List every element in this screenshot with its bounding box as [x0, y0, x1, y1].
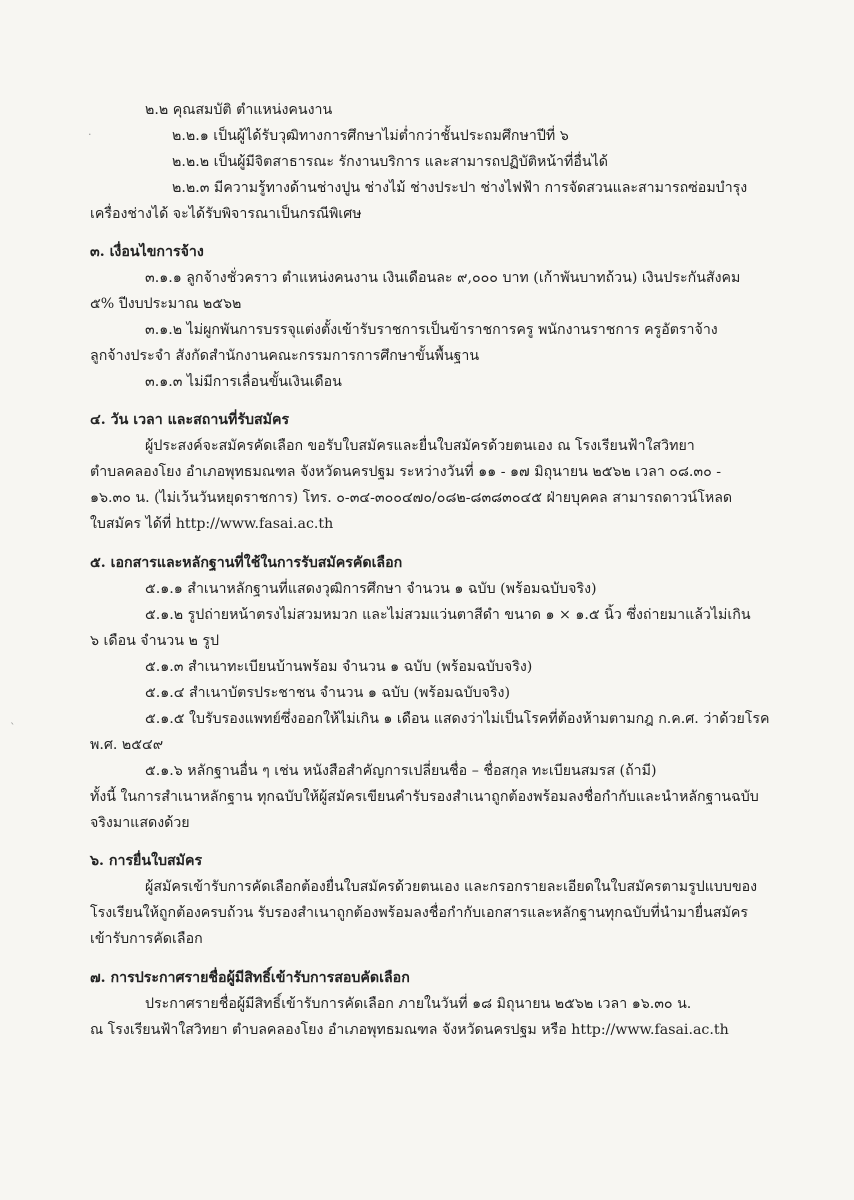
subsection-heading: ๒.๒ คุณสมบัติ ตำแหน่งคนงาน — [145, 102, 333, 118]
section-heading: ๓. เงื่อนไขการจ้าง — [90, 244, 204, 260]
scan-speck: ˎ — [10, 712, 16, 725]
paragraph-line: ตำบลคลองโยง อำเภอพุทธมณฑล จังหวัดนครปฐม ระหว่างวันที่ ๑๑ - ๑๗ มิถุนายน ๒๕๖๒ เวลา ๐๘.๓๐ - — [90, 464, 722, 480]
document-item-continuation: พ.ศ. ๒๕๔๙ — [90, 737, 164, 753]
document-item: ๕.๑.๕ ใบรับรองแพทย์ซึ่งออกให้ไม่เกิน ๑ เดือน แสดงว่าไม่เป็นโรคที่ต้องห้ามตามกฎ ก.ค.ศ. ว่าด้วยโรค — [145, 711, 770, 727]
condition-item-continuation: ๕% ปีงบประมาณ ๒๕๖๒ — [90, 296, 242, 312]
paragraph-line: ประกาศรายชื่อผู้มีสิทธิ์เข้ารับการคัดเลือก ภายในวันที่ ๑๘ มิถุนายน ๒๕๖๒ เวลา ๑๖.๓๐ น. — [145, 996, 692, 1012]
paragraph-line: ทั้งนี้ ในการสำเนาหลักฐาน ทุกฉบับให้ผู้สมัครเขียนคำรับรองสำเนาถูกต้องพร้อมลงชื่อกำกับและนำหลักฐานฉบับ — [90, 789, 759, 805]
qualification-item: ๒.๒.๓ มีความรู้ทางด้านช่างปูน ช่างไม้ ช่างประปา ช่างไฟฟ้า การจัดสวนและสามารถซ่อมบำรุง — [172, 180, 748, 196]
paragraph-line: ผู้ประสงค์จะสมัครคัดเลือก ขอรับใบสมัครและยื่นใบสมัครด้วยตนเอง ณ โรงเรียนฟ้าใสวิทยา — [145, 438, 695, 454]
paragraph-line: โรงเรียนให้ถูกต้องครบถ้วน รับรองสำเนาถูกต้องพร้อมลงชื่อกำกับเอกสารและหลักฐานทุกฉบับที่นำมายื่นสมัคร — [90, 905, 748, 921]
qualification-item: ๒.๒.๒ เป็นผู้มีจิตสาธารณะ รักงานบริการ และสามารถปฏิบัติหน้าที่อื่นได้ — [172, 154, 608, 170]
condition-item: ๓.๑.๒ ไม่ผูกพันการบรรจุแต่งตั้งเข้ารับราชการเป็นข้าราชการครู พนักงานราชการ ครูอัตราจ้าง — [145, 322, 718, 338]
document-item: ๕.๑.๑ สำเนาหลักฐานที่แสดงวุฒิการศึกษา จำนวน ๑ ฉบับ (พร้อมฉบับจริง) — [145, 581, 597, 597]
paragraph-line: ณ โรงเรียนฟ้าใสวิทยา ตำบลคลองโยง อำเภอพุทธมณฑล จังหวัดนครปฐม หรือ http://www.fasai.ac.th — [90, 1022, 729, 1038]
section-heading: ๖. การยื่นใบสมัคร — [90, 853, 203, 869]
document-item: ๕.๑.๔ สำเนาบัตรประชาชน จำนวน ๑ ฉบับ (พร้อมฉบับจริง) — [145, 685, 510, 701]
paragraph-line: ๑๖.๓๐ น. (ไม่เว้นวันหยุดราชการ) โทร. ๐-๓๔-๓๐๐๔๗๐/๐๘๒-๘๓๘๓๐๔๕ ฝ่ายบุคคล สามารถดาวน์โหลด — [90, 490, 733, 506]
document-item: ๕.๑.๓ สำเนาทะเบียนบ้านพร้อม จำนวน ๑ ฉบับ (พร้อมฉบับจริง) — [145, 659, 533, 675]
scan-speck: · — [88, 128, 92, 141]
document-item-continuation: ๖ เดือน จำนวน ๒ รูป — [90, 633, 219, 649]
document-item: ๕.๑.๒ รูปถ่ายหน้าตรงไม่สวมหมวก และไม่สวมแว่นตาสีดำ ขนาด ๑ × ๑.๕ นิ้ว ซึ่งถ่ายมาแล้วไม่เกิน — [145, 607, 751, 623]
section-heading: ๗. การประกาศรายชื่อผู้มีสิทธิ์เข้ารับการสอบคัดเลือก — [90, 970, 410, 986]
condition-item-continuation: ลูกจ้างประจำ สังกัดสำนักงานคณะกรรมการการศึกษาขั้นพื้นฐาน — [90, 348, 480, 364]
qualification-item: ๒.๒.๑ เป็นผู้ได้รับวุฒิทางการศึกษาไม่ต่ำกว่าชั้นประถมศึกษาปีที่ ๖ — [172, 128, 569, 144]
section-heading: ๕. เอกสารและหลักฐานที่ใช้ในการรับสมัครคัดเลือก — [90, 555, 403, 571]
condition-item: ๓.๑.๓ ไม่มีการเลื่อนขั้นเงินเดือน — [145, 374, 342, 390]
paragraph-line: เข้ารับการคัดเลือก — [90, 931, 203, 947]
paragraph-line: จริงมาแสดงด้วย — [90, 815, 190, 831]
condition-item: ๓.๑.๑ ลูกจ้างชั่วคราว ตำแหน่งคนงาน เงินเดือนละ ๙,๐๐๐ บาท (เก้าพันบาทถ้วน) เงินประกันสังคม — [145, 270, 741, 286]
paragraph-line: ผู้สมัครเข้ารับการคัดเลือกต้องยื่นใบสมัครด้วยตนเอง และกรอกรายละเอียดในใบสมัครตามรูปแบบของ — [145, 879, 758, 895]
section-heading: ๔. วัน เวลา และสถานที่รับสมัคร — [90, 412, 290, 428]
qualification-item-continuation: เครื่องช่างได้ จะได้รับพิจารณาเป็นกรณีพิเศษ — [90, 206, 362, 222]
document-item: ๕.๑.๖ หลักฐานอื่น ๆ เช่น หนังสือสำคัญการเปลี่ยนชื่อ – ชื่อสกุล ทะเบียนสมรส (ถ้ามี) — [145, 763, 657, 779]
paragraph-line: ใบสมัคร ได้ที่ http://www.fasai.ac.th — [90, 516, 334, 532]
